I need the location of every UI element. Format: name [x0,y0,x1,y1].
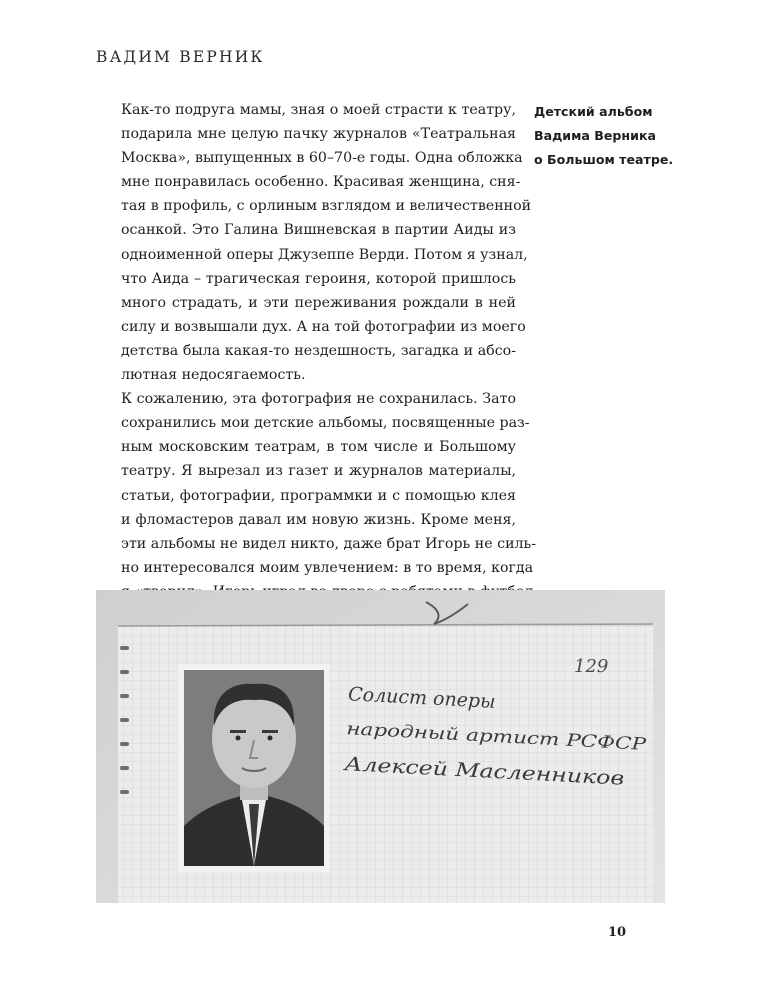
text-line: подарила мне целую пачку журналов «Театральная [121,126,516,143]
running-head: ВАДИМ ВЕРНИК [96,48,265,66]
text-line: сохранились мои детские альбомы, посвященные раз- [121,415,530,432]
text-line: Москва», выпущенных в 60–70-е годы. Одна обложка [121,150,523,167]
text-line: но интересовался моим увлечением: в то время, когда [121,559,534,576]
caption-line: Вадима Верника [534,128,656,143]
text-line: и фломастеров давал им новую жизнь. Кроме меня, [121,511,516,528]
text-line: тая в профиль, с орлиным взглядом и величественной [121,198,532,215]
body-text [96,98,537,604]
text-line: театру. Я вырезал из газет и журналов материалы, [121,463,516,480]
text-line: много страдать, и эти переживания рождали в ней [121,294,516,311]
paragraph-2 [96,387,537,604]
page-number: 10 [608,925,627,940]
paragraph-1 [96,98,532,387]
album-photo-graphic [96,590,665,903]
text-line: лютная недосягаемость. [121,367,306,384]
text-line: статьи, фотографии, программки и с помощью клея [121,487,516,504]
text-line: К сожалению, эта фотография не сохранилась. Зато [121,391,516,408]
caption-line: Детский альбом [534,104,653,119]
album-photo [96,590,665,903]
text-line: мне понравилась особенно. Красивая женщина, сня- [121,174,521,191]
pasted-portrait [178,664,330,872]
handwritten-line: Алексей Масленников [343,753,570,787]
handwritten-line: народный артист РСФСР [345,719,584,752]
text-line: ным московским театрам, в том числе и Большому [121,439,516,456]
text-line: эти альбомы не видел никто, даже брат Игорь не силь- [121,535,537,552]
handwritten-line: Солист оперы [347,683,497,713]
text-line: детства была какая-то нездешность, загадка и абсо- [121,342,516,359]
text-line: осанкой. Это Галина Вишневская в партии Аиды из [121,222,516,239]
text-line: Как-то подруга мамы, зная о моей страсти к театру, [121,102,516,118]
text-line: одноименной оперы Джузеппе Верди. Потом я узнал, [121,246,528,263]
text-line: силу и возвышали дух. А на той фотографии из моего [121,318,526,335]
handwritten-page-number: 129 [574,656,609,677]
caption-line: о Большом театре. [534,152,674,167]
text-line: что Аида – трагическая героиня, которой пришлось [121,270,516,287]
photo-caption [534,100,694,172]
